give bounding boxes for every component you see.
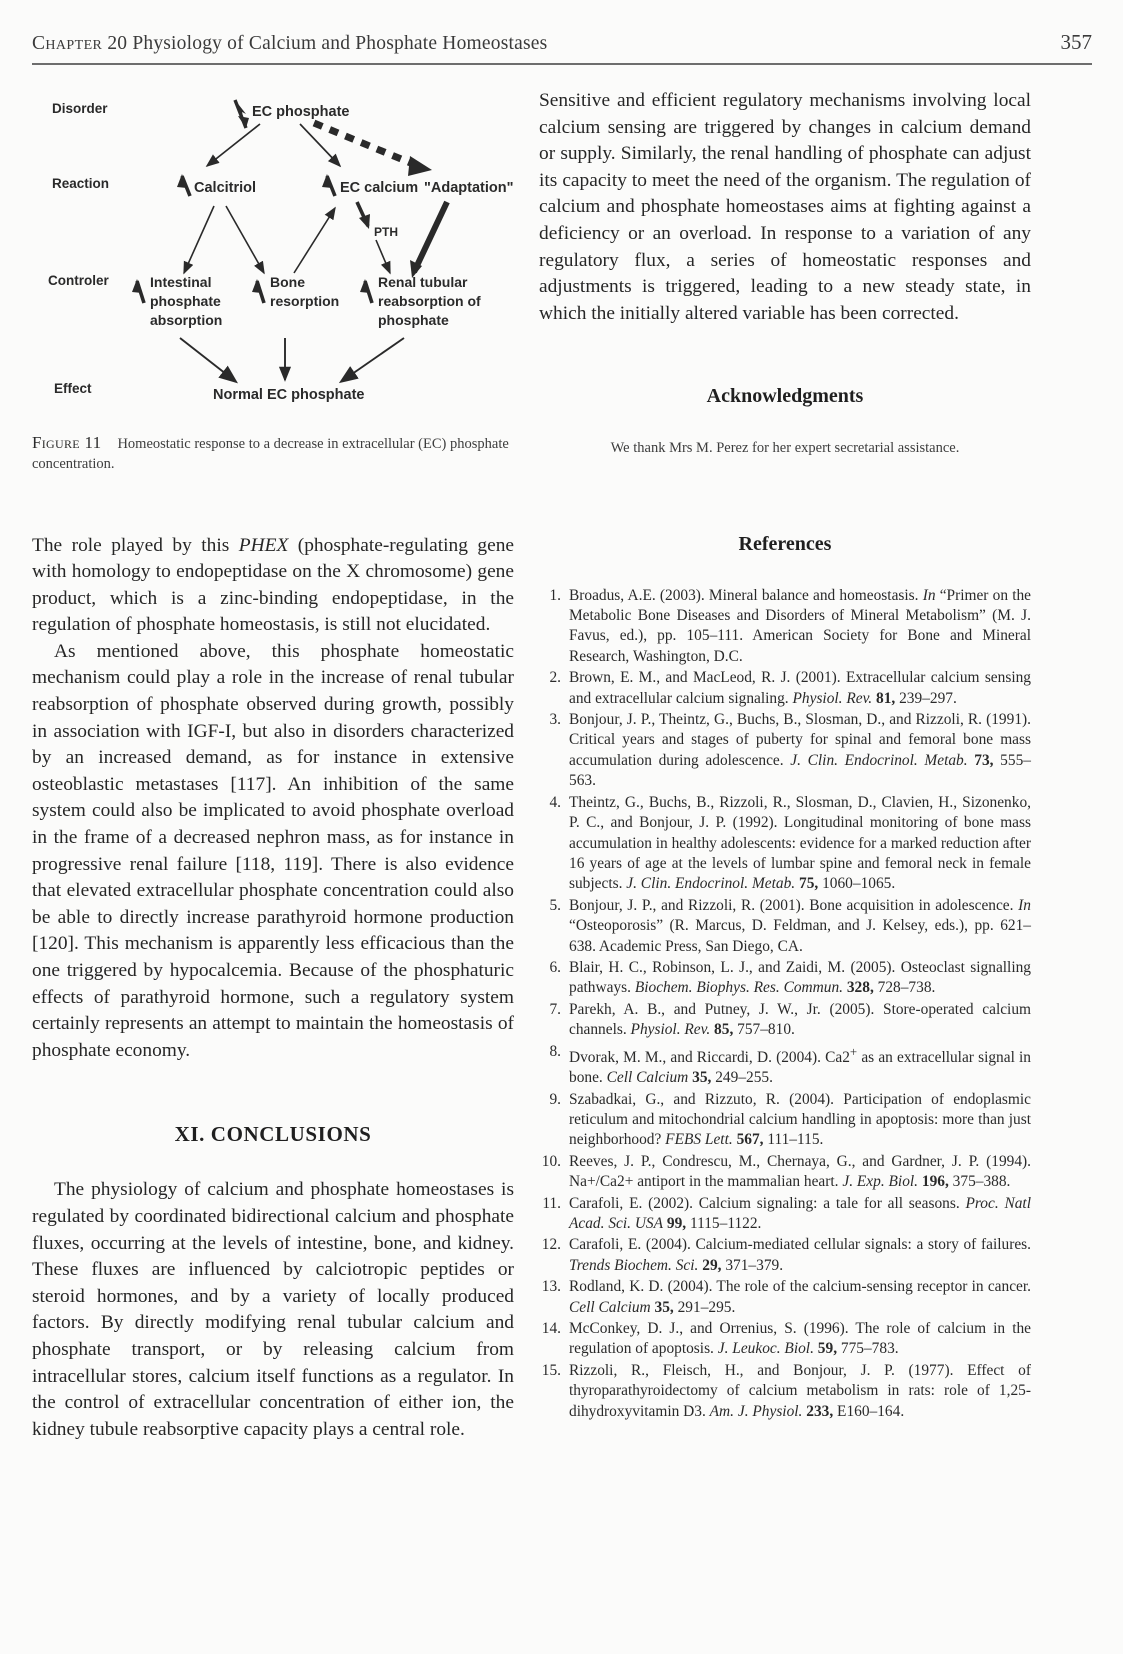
reference-text: Reeves, J. P., Condrescu, M., Chernaya, G., and Gardner, J. P. (1994). Na+/Ca2+ antiport in the mammalian heart. J. Exp. Biol. 196, 375–388. — [569, 1152, 1031, 1191]
reference-text: McConkey, D. J., and Orrenius, S. (1996). The role of calcium in the regulation of apoptosis. J. Leukoc. Biol. 59, 775–783. — [569, 1319, 1031, 1358]
chapter-title: Physiology of Calcium and Phosphate Homeostases — [132, 33, 548, 54]
reference-text: Rodland, K. D. (2004). The role of the calcium-sensing receptor in cancer. Cell Calcium 35, 291–295. — [569, 1278, 1031, 1316]
figure-node-renal-line3: phosphate — [378, 312, 449, 328]
increase-arrow-calcitriol — [177, 174, 190, 196]
reference-item — [539, 793, 1031, 895]
edge-pth-renal — [376, 240, 390, 273]
homeostasis-flow-diagram — [32, 88, 514, 418]
chapter-label: Chapter — [32, 33, 103, 54]
left-paragraph-1: The role played by this PHEX (phosphate-regulating gene with homology to endopeptidase on the X chromosome) gene product, which is a zinc-binding endopeptidase, in the regulation of phosphate homeostasis, is still not elucidated. — [32, 534, 514, 636]
edge-dashed-ecphosphate-adaptation — [314, 123, 432, 176]
reference-number: 14. — [541, 1319, 561, 1337]
reference-text: Szabadkai, G., and Rizzuto, R. (2004). Participation of endoplasmic reticulum and mitochondrial calcium handling in apoptosis: more than just neighborhood? FEBS Lett. 567, 111–115. — [569, 1090, 1031, 1149]
figure-caption-text: Homeostatic response to a decrease in extracellular (EC) phosphate concentration. — [32, 436, 509, 472]
reference-item — [539, 1319, 1031, 1360]
reference-text: Dvorak, M. M., and Riccardi, D. (2004). Ca2+ as an extracellular signal in bone. Cell Calcium 35, 249–255. — [569, 1044, 1031, 1087]
figure-node-bone-line1: Bone — [270, 274, 305, 290]
reference-number: 2. — [549, 669, 561, 687]
figure-node-calcitriol: Calcitriol — [194, 180, 257, 196]
reference-number: 12. — [541, 1236, 561, 1254]
acknowledgments-text: We thank Mrs M. Perez for her expert secretarial assistance. — [610, 440, 960, 457]
reference-item — [539, 1090, 1031, 1151]
conclusions-paragraph: The physiology of calcium and phosphate homeostases is regulated by coordinated bidirectional calcium and phosphate fluxes, occurring at the levels of intestine, bone, and kidney. These fluxes are influenced by calciotropic peptides or steroid hormones, and by a variety of locally produced factors. By directly modifying renal tubular calcium and phosphate transport, or by releasing calcium from intracellular stores, calcium itself functions as a regulator. In the control of extracellular concentration of either ion, the kidney tubule reabsorptive capacity plays a central role. — [32, 1179, 514, 1440]
decrease-arrow-ec-phosphate — [235, 100, 249, 128]
figure-caption — [32, 432, 514, 475]
reference-item — [539, 1277, 1031, 1318]
reference-text: Parekh, A. B., and Putney, J. W., Jr. (2005). Store-operated calcium channels. Physiol. Rev. 85, 757–810. — [569, 1000, 1031, 1039]
figure-node-ec-phosphate: EC phosphate — [252, 104, 350, 120]
figure-node-bone-line2: resorption — [270, 293, 340, 309]
figure-node-intestinal-line2: phosphate — [150, 293, 221, 309]
figure-row-label-disorder: Disorder — [52, 101, 108, 116]
reference-number: 8. — [549, 1042, 561, 1060]
reference-text: Theintz, G., Buchs, B., Rizzoli, R., Slosman, D., Clavien, H., Sizonenko, P. C., and Bonjour, J. P. (1992). Longitudinal monitoring of bone mass accumulation in healthy adolescents: evidence for a marked reduction after 16 years of age at the levels of lumbar spine and femoral neck in female subjects. J. Clin. Endocrinol. Metab. 75, 1060–1065. — [569, 793, 1031, 893]
reference-item — [539, 958, 1031, 999]
chapter-number: 20 — [107, 33, 128, 54]
running-head — [32, 30, 1092, 55]
references-heading: References — [738, 532, 832, 555]
reference-text: Rizzoli, R., Fleisch, H., and Bonjour, J. P. (1977). Effect of thyroparathyroidectomy of calcium metabolism in rats: role of 1,25-dihydroxyvitamin D3. Am. J. Physiol. 233, E160–164. — [569, 1361, 1031, 1420]
figure-row-label-reaction: Reaction — [52, 176, 110, 191]
reference-number: 4. — [549, 793, 561, 811]
reference-text: Carafoli, E. (2002). Calcium signaling: a tale for all seasons. Proc. Natl Acad. Sci. USA 99, 1115–1122. — [569, 1194, 1031, 1232]
figure-node-renal-line1: Renal tubular — [378, 274, 468, 290]
reference-item — [539, 710, 1031, 792]
left-paragraph-2: As mentioned above, this phosphate homeostatic mechanism could play a role in the increase of renal tubular reabsorption of phosphate observed during growth, possibly in association with IGF-I, but also in disorders characterized by an increased demand, as for instance in extensive osteoblastic metastases [117]. An inhibition of the same system could also be implicated to avoid phosphate overload in the frame of a decreased nephron mass, as for instance in progressive renal failure [118, 119]. There is also evidence that elevated extracellular phosphate concentration could also be able to directly increase parathyroid hormone production [120]. This mechanism is apparently less efficacious than the one triggered by hypocalcemia. Because of the phosphaturic effects of parathyroid hormone, such a regulatory system certainly represents an attempt to maintain the homeostasis of phosphate economy. — [32, 640, 514, 1061]
edge-intestinal-normal — [180, 338, 235, 381]
figure-11 — [32, 88, 514, 418]
increase-arrow-renal — [360, 279, 372, 303]
edge-adaptation-renal — [410, 202, 447, 278]
increase-arrow-bone — [252, 279, 264, 303]
figure-row-label-effect: Effect — [54, 381, 92, 396]
header-rule — [32, 63, 1092, 65]
reference-item — [539, 896, 1031, 957]
running-head-title — [32, 33, 547, 55]
reference-item — [539, 1042, 1031, 1089]
figure-node-intestinal-line3: absorption — [150, 312, 223, 328]
figure-node-normal-ec-phosphate: Normal EC phosphate — [213, 387, 365, 403]
page-number: 357 — [1060, 30, 1092, 54]
increase-arrow-intestinal — [132, 279, 144, 303]
reference-number: 3. — [549, 711, 561, 729]
reference-number: 6. — [549, 958, 561, 976]
right-column — [539, 88, 1031, 1423]
right-intro-paragraph: Sensitive and efficient regulatory mechanisms involving local calcium sensing are triggered by changes in calcium demand or supply. Similarly, the renal handling of phosphate can adjust its capacity to meet the need of the organism. The regulation of calcium and phosphate homeostases aims at fighting against a deficiency or an overload. In response to a variation of any regulatory flux, a series of homeostatic responses and adjustments is triggered, leading to a new steady state, in which the initially altered variable has been corrected. — [539, 90, 1031, 324]
reference-item — [539, 1361, 1031, 1422]
figure-node-ec-calcium: EC calcium — [340, 180, 419, 196]
figure-node-renal-line2: reabsorption of — [378, 293, 481, 309]
reference-text: Bonjour, J. P., and Rizzoli, R. (2001). Bone acquisition in adolescence. In “Osteoporosis” (R. Marcus, D. Feldman, and J. Kelsey, eds.), pp. 621–638. Academic Press, San Diego, CA. — [569, 896, 1031, 955]
edge-bone-eccalcium — [294, 208, 335, 273]
decrease-arrow-pth — [357, 202, 370, 229]
reference-text: Brown, E. M., and MacLeod, R. J. (2001). Extracellular calcium sensing and extracellular calcium signaling. Physiol. Rev. 81, 239–297. — [569, 669, 1031, 707]
reference-text: Blair, H. C., Robinson, L. J., and Zaidi, M. (2005). Osteoclast signalling pathways. Biochem. Biophys. Res. Commun. 328, 728–738. — [569, 958, 1031, 997]
edge-ecphosphate-calcitriol — [207, 124, 260, 166]
references-list — [539, 586, 1031, 1422]
reference-number: 10. — [541, 1152, 561, 1170]
figure-caption-label: Figure 11 — [32, 433, 102, 452]
reference-number: 15. — [541, 1361, 561, 1379]
reference-text: Carafoli, E. (2004). Calcium-mediated cellular signals: a story of failures. Trends Biochem. Sci. 29, 371–379. — [569, 1236, 1031, 1274]
figure-node-intestinal-line1: Intestinal — [150, 274, 212, 290]
figure-node-pth: PTH — [374, 225, 398, 239]
reference-number: 7. — [549, 1000, 561, 1018]
conclusions-heading: XI. CONCLUSIONS — [174, 1122, 372, 1147]
figure-row-label-controler: Controler — [48, 273, 109, 288]
reference-item — [539, 668, 1031, 709]
acknowledgments-heading: Acknowledgments — [706, 385, 864, 408]
reference-item — [539, 1152, 1031, 1193]
reference-item — [539, 586, 1031, 668]
edge-renal-normal — [342, 338, 404, 381]
reference-number: 11. — [542, 1194, 561, 1212]
reference-item — [539, 1000, 1031, 1041]
reference-item — [539, 1194, 1031, 1235]
reference-text: Bonjour, J. P., Theintz, G., Buchs, B., Slosman, D., and Rizzoli, R. (1991). Critical years and stages of puberty for spinal and femoral bone mass accumulation during adolescence. J. Clin. Endocrinol. Metab. 73, 555–563. — [569, 711, 1031, 790]
left-column — [32, 88, 514, 1443]
reference-number: 5. — [549, 896, 561, 914]
increase-arrow-ec-calcium — [322, 174, 335, 196]
reference-text: Broadus, A.E. (2003). Mineral balance and homeostasis. In “Primer on the Metabolic Bone Diseases and Disorders of Mineral Metabolism” (M. J. Favus, ed.), pp. 105–111. American Society for Bone and Mineral Research, Washington, D.C. — [569, 586, 1031, 665]
figure-node-adaptation: "Adaptation" — [424, 180, 514, 196]
reference-number: 1. — [549, 586, 561, 604]
edge-calcitriol-bone — [226, 206, 264, 273]
phex-italic: PHEX — [238, 534, 289, 556]
reference-item — [539, 1235, 1031, 1276]
edge-calcitriol-intestinal — [184, 206, 214, 273]
reference-number: 9. — [549, 1090, 561, 1108]
reference-number: 13. — [541, 1278, 561, 1296]
